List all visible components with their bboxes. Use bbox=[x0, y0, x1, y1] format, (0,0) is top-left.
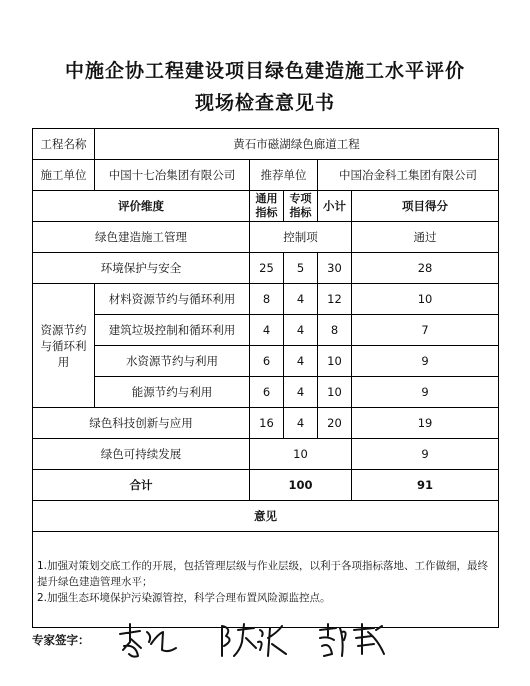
waste-special: 4 bbox=[284, 315, 318, 346]
resource-group-line1: 资源节约 bbox=[40, 322, 87, 337]
opinion-header-row bbox=[33, 501, 499, 532]
resource-group-label bbox=[33, 284, 95, 408]
innovation-general: 16 bbox=[250, 408, 284, 439]
special-header-line2: 指标 bbox=[289, 206, 312, 219]
environment-special: 5 bbox=[284, 253, 318, 284]
energy-general: 6 bbox=[250, 377, 284, 408]
document-title: 中施企协工程建设项目绿色建造施工水平评价 bbox=[64, 60, 465, 82]
waste-row bbox=[33, 315, 499, 346]
environment-row bbox=[33, 253, 499, 284]
special-index-header bbox=[284, 191, 318, 222]
general-header-line1: 通用 bbox=[255, 192, 278, 205]
materials-subtotal: 12 bbox=[318, 284, 352, 315]
environment-general: 25 bbox=[250, 253, 284, 284]
opinion-body-row bbox=[33, 532, 499, 628]
project-name-value: 黄石市磁湖绿色廊道工程 bbox=[95, 129, 499, 160]
waste-label: 建筑垃圾控制和循环利用 bbox=[95, 315, 250, 346]
header-row bbox=[33, 191, 499, 222]
innovation-subtotal: 20 bbox=[318, 408, 352, 439]
energy-subtotal: 10 bbox=[318, 377, 352, 408]
water-subtotal: 10 bbox=[318, 346, 352, 377]
materials-row bbox=[33, 284, 499, 315]
signature-1 bbox=[114, 620, 184, 660]
water-score: 9 bbox=[352, 346, 499, 377]
water-special: 4 bbox=[284, 346, 318, 377]
recommend-unit-label: 推荐单位 bbox=[250, 160, 318, 191]
water-label: 水资源节约与利用 bbox=[95, 346, 250, 377]
evaluation-form-table bbox=[32, 128, 499, 628]
signature-3 bbox=[314, 620, 394, 660]
subtotal-header: 小计 bbox=[318, 191, 352, 222]
document-subtitle: 现场检查意见书 bbox=[194, 92, 335, 114]
water-row bbox=[33, 346, 499, 377]
management-label: 绿色建造施工管理 bbox=[33, 222, 250, 253]
project-name-label: 工程名称 bbox=[33, 129, 95, 160]
sustainable-merged-value: 10 bbox=[250, 439, 352, 470]
total-row bbox=[33, 470, 499, 501]
energy-row bbox=[33, 377, 499, 408]
management-row bbox=[33, 222, 499, 253]
general-header-line2: 指标 bbox=[255, 206, 278, 219]
environment-label: 环境保护与安全 bbox=[33, 253, 250, 284]
resource-group-line2: 与循环利 bbox=[40, 338, 87, 353]
materials-general: 8 bbox=[250, 284, 284, 315]
energy-special: 4 bbox=[284, 377, 318, 408]
total-score: 91 bbox=[352, 470, 499, 501]
opinion-item-2: 2.加强生态环境保护污染源管控，科学合理布置风险源监控点。 bbox=[37, 592, 331, 604]
construction-unit-label: 施工单位 bbox=[33, 160, 95, 191]
materials-special: 4 bbox=[284, 284, 318, 315]
expert-signature-label: 专家签字： bbox=[32, 633, 90, 647]
special-header-line1: 专项 bbox=[289, 192, 312, 205]
recommend-unit-value: 中国冶金科工集团有限公司 bbox=[318, 160, 499, 191]
sustainable-row bbox=[33, 439, 499, 470]
innovation-special: 4 bbox=[284, 408, 318, 439]
units-row bbox=[33, 160, 499, 191]
environment-score: 28 bbox=[352, 253, 499, 284]
dimension-header: 评价维度 bbox=[33, 191, 250, 222]
innovation-score: 19 bbox=[352, 408, 499, 439]
opinion-item-1: 1.加强对策划交底工作的开展，包括管理层级与作业层级，以利于各项指标落地、工作做细，最终提升绿色建造管理水平； bbox=[37, 560, 489, 588]
water-general: 6 bbox=[250, 346, 284, 377]
waste-score: 7 bbox=[352, 315, 499, 346]
construction-unit-value: 中国十七冶集团有限公司 bbox=[95, 160, 250, 191]
materials-label: 材料资源节约与循环利用 bbox=[95, 284, 250, 315]
score-header: 项目得分 bbox=[352, 191, 499, 222]
total-value: 100 bbox=[250, 470, 352, 501]
environment-subtotal: 30 bbox=[318, 253, 352, 284]
energy-label: 能源节约与利用 bbox=[95, 377, 250, 408]
waste-subtotal: 8 bbox=[318, 315, 352, 346]
total-label: 合计 bbox=[33, 470, 250, 501]
sustainable-score: 9 bbox=[352, 439, 499, 470]
opinion-body bbox=[33, 532, 499, 628]
expert-signature-area bbox=[32, 620, 498, 660]
management-score: 通过 bbox=[352, 222, 499, 253]
project-name-row bbox=[33, 129, 499, 160]
opinion-label: 意见 bbox=[33, 501, 499, 532]
signature-2 bbox=[214, 620, 294, 660]
resource-group-line3: 用 bbox=[57, 354, 70, 369]
management-control: 控制项 bbox=[250, 222, 352, 253]
innovation-label: 绿色科技创新与应用 bbox=[33, 408, 250, 439]
sustainable-label: 绿色可持续发展 bbox=[33, 439, 250, 470]
general-index-header bbox=[250, 191, 284, 222]
waste-general: 4 bbox=[250, 315, 284, 346]
energy-score: 9 bbox=[352, 377, 499, 408]
materials-score: 10 bbox=[352, 284, 499, 315]
innovation-row bbox=[33, 408, 499, 439]
